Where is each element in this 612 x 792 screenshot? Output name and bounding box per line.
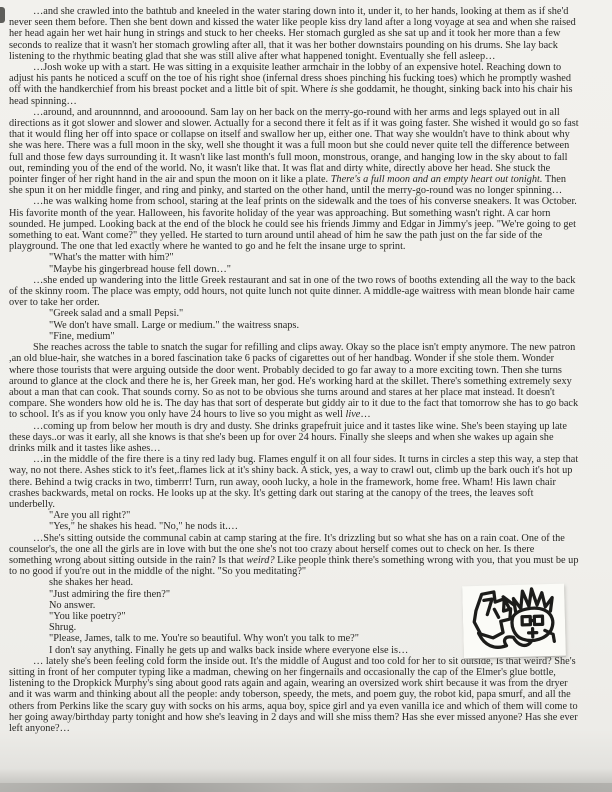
dialogue-line: "Just admiring the fire then?" bbox=[49, 588, 171, 600]
paragraph: …she ended up wandering into the little Greek restaurant and sat in one of the two rows of booths extending all the way to the back of the skinny room. The place was empty, odd hours, not quite lunch not quite dinner. A middle-age waitress with mean blonde hair came over to take her order. bbox=[9, 274, 576, 309]
marker-doodle bbox=[462, 584, 566, 659]
dialogue-line: "You like poetry?" bbox=[49, 610, 126, 622]
scan-smudge-artifact bbox=[0, 7, 5, 23]
dialogue-line: "Yes," he shakes his head. "No," he nods it.… bbox=[49, 521, 239, 533]
dialogue-line: "Please, James, talk to me. You're so beautiful. Why won't you talk to me?" bbox=[49, 633, 359, 645]
paragraph: …She's sitting outside the communal cabin at camp staring at the fire. It's drizzling but so what she has on a rain coat. One of the counselor's, the one all the girls are in love with but the one she's not too crazy about herself comes out to check on her. Is there something wrong about sitting outside in the rain? Is that weird? Like people think there's something wrong with you, that you must be up to no good if you're out in the middle of the night. "So you meditating?" bbox=[9, 532, 579, 578]
paragraph: …in the middle of the fire there is a tiny red lady bug. Flames engulf it on all four sides. It turns in circles a step this way, a step that way, no not there. Ashes stick to it's feet,.flames lick at it's shiny back. A stick, yes, a way to crawl out, climb up the bark ouch it's hot up there. Behind a twig cracks in two, timberrr! Turn, run away, oooh lucky, a hole in the framework, home free. Wham! His lawn chair crashes backwards, metal on rocks. He looks up at the sky. It's getting dark out staring at the canopy of the trees, the leaves soft underbelly. bbox=[9, 454, 579, 510]
paragraph: She reaches across the table to snatch the sugar for refilling and clips away. Okay so the place isn't empty anymore. The new patron ,an old blue-hair, she watches in a bored fascination take 6 packs of cigarettes out of her handbag. Wonder if she stole them. Wonder where those tourists that were arguing outside the door went. Probably decided to go far away to a more exciting town. Then she turns around to glance at the clock and there he is, her Greek man, her god. He's working hard at the skillet. There's something extremely sexy about a man that can cook. That sounds corny. So as not to be obvious she turns around and stares at her place mat instead. It doesn't compare. She wonders how old he is. The day has that sort of desperate but giddy air to it due to the fact that tomorrow she has to go back to school. It's as if you know you only have 24 hours to live so you might as well live… bbox=[9, 342, 579, 421]
paragraph: …he was walking home from school, staring at the leaf prints on the sidewalk and the toes of his converse sneakers. It was October. His favorite month of the year. Halloween, his favorite holiday of the year was approaching. But something wasn't right. A car horn sounded. He jumped. Looking back at the end of the block he could see his friends Jimmy and Edgar in Jimmy's jeep. "We're going to get something to eat. Want come?" they yelled. He started to turn around until ahead of him he saw the path just on the far side of the playground. The one that led exactly where he wanted to go and he felt the insane urge to sprint. bbox=[9, 196, 577, 253]
paragraph: …coming up from below her mouth is dry and dusty. She drinks grapefruit juice and it tastes like wine. She's been staying up late these days..or was it early, all she knows is that she's been up for over 24 hours. Finally she sleeps and when she wakes up again she drinks milk and it tastes like ashes… bbox=[9, 420, 567, 454]
punk-face-doodle-icon bbox=[462, 584, 566, 659]
dialogue-line: "Greek salad and a small Pepsi." bbox=[49, 308, 184, 320]
dialogue-line: she shakes her head. bbox=[49, 577, 134, 589]
paragraph: …and she crawled into the bathtub and kneeled in the water staring down into it, under it, to her hands, looking at them as if she'd never seen them before. Then she bent down and kissed the water like people kiss dry land after a long voyage at sea and when she raised her head again her wet hair hung in strings and stuck to her cheeks. Her stomach gurgled as she sat up and it took her more than a few seconds to realize that it wasn't her stomach growling after all, that it was her bother downstairs pounding on his drums. She lay back listening to the rhythmic beating glad that she was still alive after what happened tonight. Eventually she fell asleep… bbox=[9, 6, 576, 62]
dialogue-line: No answer. bbox=[49, 599, 96, 611]
dialogue-line: "What's the matter with him?" bbox=[49, 252, 174, 264]
scan-edge-shadow bbox=[0, 783, 612, 792]
dialogue-line: "We don't have small. Large or medium." the waitress snaps. bbox=[49, 319, 300, 331]
dialogue-line: Shrug. bbox=[49, 622, 77, 634]
dialogue-line: "Maybe his gingerbread house fell down…" bbox=[49, 263, 231, 275]
dialogue-line: I don't say anything. Finally he gets up and walks back inside where everyone else is… bbox=[49, 644, 409, 656]
dialogue-line: "Fine, medium" bbox=[49, 330, 115, 342]
dialogue-line: "Are you all right?" bbox=[49, 510, 131, 522]
paragraph: … lately she's been feeling cold form the inside out. It's the middle of August and too cold for her to sit outside, Is that weird? She's sitting in front of her computer typing like a madman, chewing on her fingernails and occasionally the cap of the Elmer's glue bottle, listening to the Dropkick Murphy's sing about good rats again and again, wearing an oversized work shirt because it was from the dryer and it was warm and thinking about all the people: andy toberson, speedy, the mets, and poem guy, the robot kid, papa smurf, and all the others from Perkins like the scary guy with socks on his arms, aqua boy, spice girl and ya even vanilla ice and which of them will come to her going away/birthday party tonight and how she's leaving in 2 days and will she miss them? Has she ever missed anyone? Has she ever left anyone?… bbox=[9, 655, 578, 734]
paragraph: …Josh woke up with a start. He was sitting in a exquisite leather armchair in the lobby of an expensive hotel. Reaching down to adjust his pants he noticed a scuff on the toe of his right shoe (infernal dress shoes pinching his fucking toes) which he promptly washed off with the handkerchief from his breast pocket and a little bit of spit. Where is she goddamit, he thought, sinking back into his chair his head spinning… bbox=[9, 62, 573, 107]
paragraph: …around, and arounnnnd, and aroooound. Sam lay on her back on the merry-go-round with her arms and legs splayed out in all directions as it got slower and slower and slower. Actually for a second there it felt as if it was going faster. She wished it would go so fast that it would fling her off into space or collapse on itself and swallow her up, either one. That way she wouldn't have to think about why she was here. There was a full moon in the sky, well she thought it was a full moon but she could never quite tell the difference between full and those few days surrounding it. It wasn't like last month's full moon, monstrous, orange, and hanging low in the sky about to fall out, reminding you of the end of the world. No, it wasn't like that. It was flat and dirty white, directly above her head. She stuck the pointer finger of her right hand in the air and spun the moon on it like a plate. There's a full moon and an empty heart out tonight. Then she spun it on her middle finger, and ring and pinky, and started on the other hand, until the merry-go-round was no longer spinning… bbox=[9, 106, 579, 197]
